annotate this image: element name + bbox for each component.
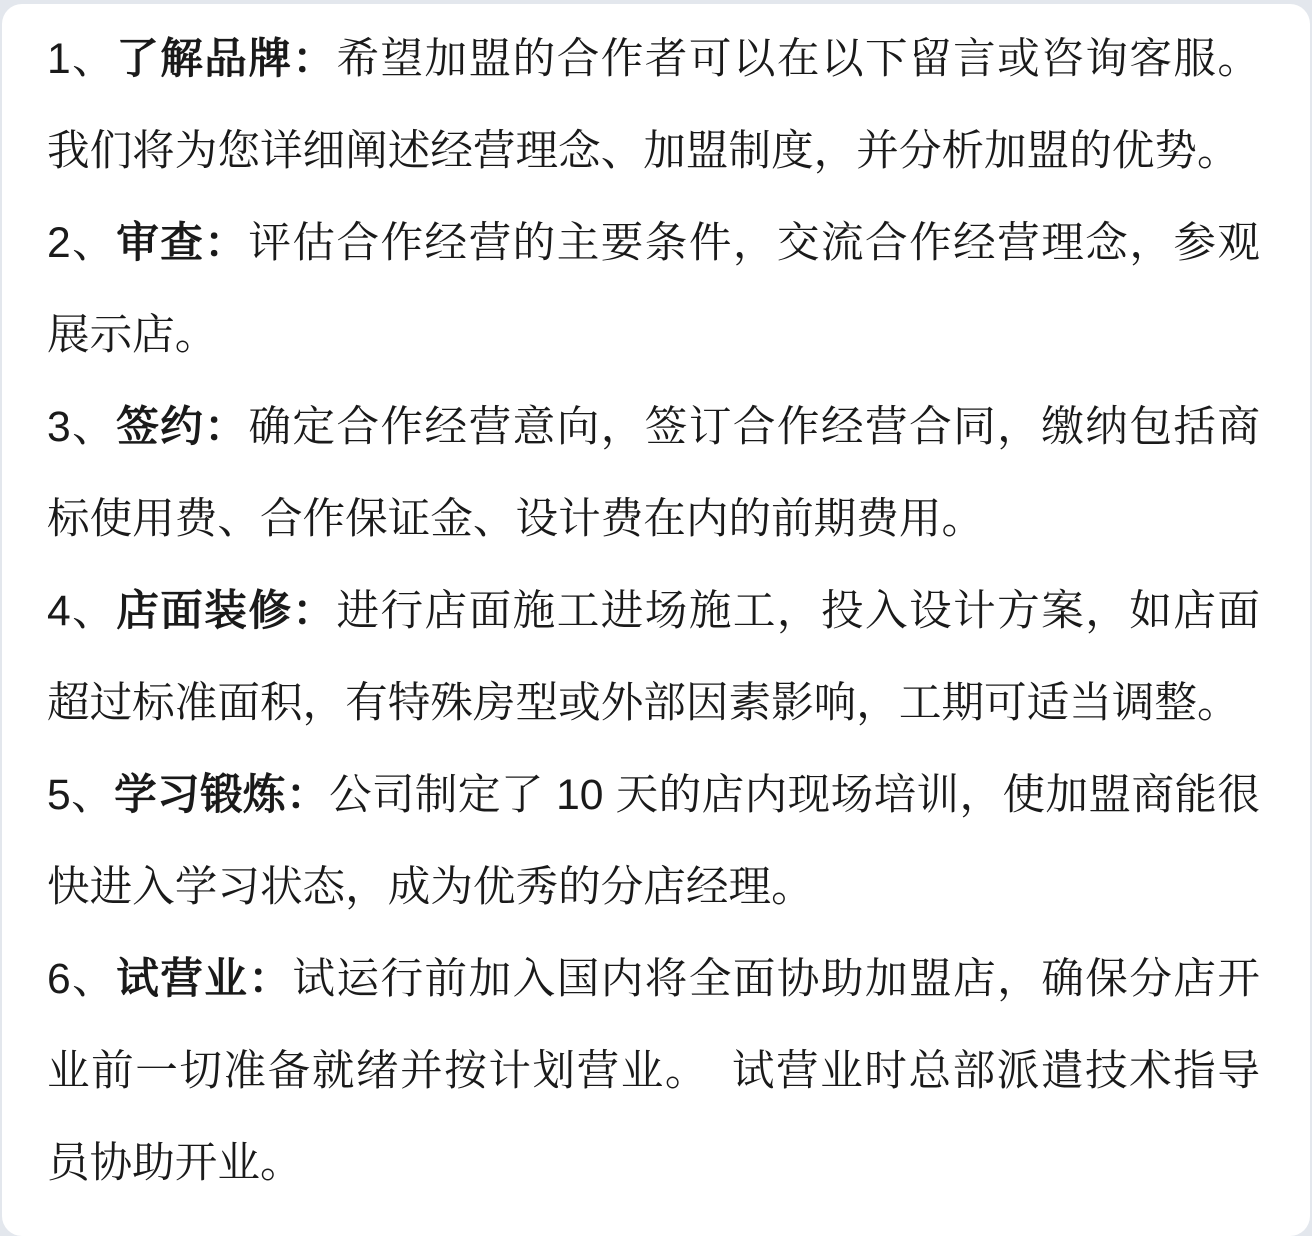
document-card [2, 4, 1310, 1236]
step-number: 4、 [47, 587, 117, 635]
step-body: 希望加盟的合作者可以在以下留言或咨询客服。我们将为您详细阐述经营理念、加盟制度，并分析加盟的优势。 [47, 35, 1261, 175]
step-title: 试营业： [116, 955, 293, 1003]
step-body: 评估合作经营的主要条件，交流合作经营理念，参观展示店。 [47, 219, 1261, 359]
step-title: 店面装修： [116, 587, 337, 635]
step-title: 审查： [116, 219, 249, 267]
step-body: 公司制定了 10 天的店内现场培训，使加盟商能很快进入学习状态，成为优秀的分店经理。 [47, 771, 1260, 911]
step-number: 5、 [47, 771, 115, 819]
process-step-paragraph [47, 749, 1260, 933]
process-step-paragraph [47, 565, 1260, 749]
step-title: 了解品牌： [116, 35, 337, 83]
process-step-paragraph [47, 13, 1260, 197]
step-body: 试运行前加入国内将全面协助加盟店，确保分店开业前一切准备就绪并按计划营业。 试营业时总部派遣技术指导员协助开业。 [47, 955, 1261, 1187]
step-body: 确定合作经营意向，签订合作经营合同，缴纳包括商标使用费、合作保证金、设计费在内的前期费用。 [47, 403, 1261, 543]
step-title: 签约： [116, 403, 249, 451]
process-step-paragraph [47, 381, 1260, 565]
step-body: 进行店面施工进场施工，投入设计方案，如店面超过标准面积，有特殊房型或外部因素影响，工期可适当调整。 [47, 587, 1261, 727]
franchise-process-text [2, 4, 1310, 1209]
step-number: 2、 [47, 219, 117, 267]
step-number: 3、 [47, 403, 117, 451]
process-step-paragraph [47, 197, 1260, 381]
step-number: 1、 [47, 35, 117, 83]
step-title: 学习锻炼： [114, 771, 329, 819]
process-step-paragraph [47, 933, 1260, 1209]
step-number: 6、 [47, 955, 117, 1003]
